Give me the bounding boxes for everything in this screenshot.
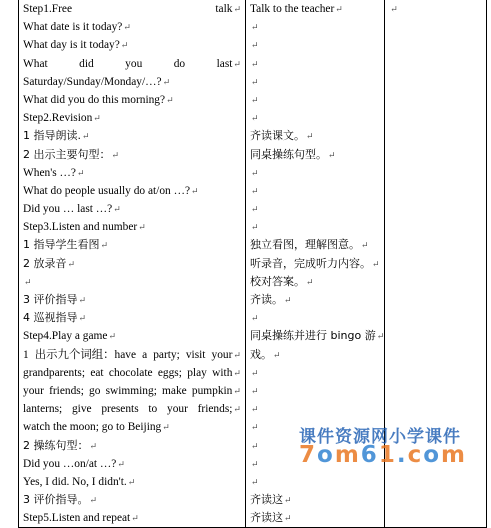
- teacher-activity-line: [23, 18, 245, 36]
- line-text: 4 巡视指导: [23, 311, 78, 325]
- teacher-activity-line: [23, 364, 245, 382]
- word: pumpkin↵: [191, 384, 241, 397]
- paragraph-mark: ↵: [251, 222, 259, 233]
- paragraph-mark: ↵: [284, 513, 292, 524]
- paragraph-mark: ↵: [251, 313, 259, 324]
- paragraph-mark: ↵: [251, 422, 259, 433]
- line-text: 1 指导朗读.: [23, 129, 81, 143]
- word: talk↵: [215, 3, 241, 15]
- student-activity-line: [250, 473, 384, 491]
- word: 1: [23, 348, 29, 361]
- paragraph-mark: ↵: [251, 385, 259, 396]
- line-text: 2 操练句型：: [23, 438, 89, 452]
- paragraph-mark: ↵: [138, 222, 146, 233]
- word: grandparents;: [23, 366, 85, 379]
- student-activity-line: [250, 200, 384, 218]
- line-text: 校对答案。: [250, 274, 305, 288]
- word: go: [89, 384, 101, 397]
- teacher-activity-line: [23, 182, 245, 200]
- student-activity-line: [250, 382, 384, 400]
- student-activity-line: [250, 364, 384, 382]
- paragraph-mark: ↵: [251, 113, 259, 124]
- line-text: When's …?: [23, 166, 76, 179]
- teacher-activity-line: [23, 382, 245, 400]
- watermark-letter: 1: [378, 442, 397, 468]
- paragraph-mark: ↵: [372, 258, 380, 269]
- teacher-activity-line: [23, 418, 245, 436]
- paragraph-mark: ↵: [251, 404, 259, 415]
- teacher-activity-line: [23, 273, 245, 291]
- line-text: 听录音，完成听力内容。: [250, 256, 371, 270]
- line-text: Step2.Revision: [23, 112, 93, 125]
- paragraph-mark: ↵: [233, 349, 241, 360]
- paragraph-mark: ↵: [251, 58, 259, 69]
- teacher-activity-line: [23, 36, 245, 54]
- word: eat: [90, 366, 104, 379]
- site-watermark-logo: [285, 420, 491, 471]
- word: visit: [185, 348, 206, 361]
- watermark-letter: 7: [299, 442, 318, 468]
- line-text: 齐读课文。: [250, 129, 305, 143]
- line-text: Step5.Listen and repeat: [23, 512, 131, 525]
- paragraph-mark: ↵: [251, 185, 259, 196]
- paragraph-mark: ↵: [306, 276, 314, 287]
- word: 出示九个词组：have: [34, 348, 137, 361]
- paragraph-mark: ↵: [361, 240, 369, 251]
- paragraph-mark: ↵: [251, 367, 259, 378]
- teacher-activity-line: [23, 400, 245, 418]
- watermark-domain-text: [299, 442, 467, 468]
- paragraph-mark: ↵: [251, 22, 259, 33]
- line-text: 3 评价指导。: [23, 493, 89, 507]
- paragraph-mark: ↵: [376, 331, 385, 342]
- teacher-activity-line: [23, 346, 245, 364]
- student-activity-line: [250, 146, 384, 164]
- teacher-activity-line: [23, 291, 245, 309]
- paragraph-mark: ↵: [251, 476, 259, 487]
- line-text: 齐读。: [250, 293, 283, 306]
- teacher-activity-line: [23, 55, 245, 73]
- student-activity-line: [250, 400, 384, 418]
- line-text: What do people usually do at/on …?: [23, 184, 191, 197]
- line-text: What did you do this morning?: [23, 93, 166, 106]
- student-activity-line: [250, 255, 384, 273]
- teacher-activity-line: [23, 437, 245, 455]
- paragraph-mark: ↵: [162, 422, 170, 433]
- teacher-activity-line: [23, 327, 245, 345]
- word: party;: [153, 348, 180, 361]
- word: Step1.Free: [23, 3, 73, 15]
- teacher-activity-line: [23, 91, 245, 109]
- word: your↵: [211, 348, 241, 361]
- student-activity-line: [250, 36, 384, 54]
- teacher-activity-line: [23, 0, 245, 18]
- paragraph-mark: ↵: [123, 22, 131, 33]
- paragraph-mark: ↵: [131, 513, 139, 524]
- word: last↵: [216, 57, 241, 70]
- paragraph-mark: ↵: [82, 131, 90, 142]
- line-text: 戏。: [250, 347, 272, 361]
- word: do: [173, 57, 186, 70]
- line-text: 齐读这: [250, 511, 283, 525]
- student-activity-line: [250, 273, 384, 291]
- student-activity-line: [250, 291, 384, 309]
- paragraph-mark: ↵: [251, 167, 259, 178]
- paragraph-mark: ↵: [251, 204, 259, 215]
- word: your: [23, 384, 44, 397]
- student-activity-line: [250, 491, 384, 509]
- paragraph-mark: ↵: [233, 385, 241, 396]
- line-text: What date is it today?: [23, 21, 123, 34]
- paragraph-mark: ↵: [273, 349, 281, 360]
- student-activity-line: [250, 309, 384, 327]
- paragraph-mark: ↵: [78, 313, 87, 324]
- paragraph-mark: ↵: [76, 167, 85, 178]
- paragraph-mark: ↵: [251, 76, 259, 87]
- line-text: 同桌操练并进行 bingo 游: [250, 329, 376, 343]
- paragraph-mark: ↵: [166, 94, 174, 105]
- teacher-activity-line: [23, 473, 245, 491]
- line-text: 2 出示主要句型：: [23, 147, 111, 161]
- watermark-letter: .: [396, 442, 408, 468]
- watermark-letter: 6: [360, 442, 379, 468]
- paragraph-mark: ↵: [127, 476, 136, 487]
- student-activity-line: [250, 55, 384, 73]
- student-activity-line: [250, 346, 384, 364]
- paragraph-mark: ↵: [191, 185, 199, 196]
- word: friends;: [49, 384, 84, 397]
- line-text: 齐读这: [250, 493, 283, 507]
- paragraph-mark: ↵: [328, 149, 336, 160]
- watermark-letter: m: [441, 442, 467, 468]
- teacher-activity-line: [23, 164, 245, 182]
- line-text: Did you …on/at …?: [23, 457, 117, 470]
- teacher-activity-lines: [23, 0, 245, 527]
- teacher-activity-line: [23, 127, 245, 145]
- student-activity-line: [250, 327, 384, 345]
- word: What: [23, 57, 48, 70]
- paragraph-mark: ↵: [117, 458, 125, 469]
- paragraph-mark: ↵: [24, 276, 32, 287]
- paragraph-mark: ↵: [251, 40, 259, 51]
- student-activity-line: [250, 18, 384, 36]
- paragraph-mark: ↵: [108, 331, 117, 342]
- word: give: [71, 403, 92, 416]
- paragraph-mark: ↵: [89, 440, 98, 451]
- word: eggs;: [157, 366, 182, 379]
- paragraph-mark: ↵: [335, 4, 343, 14]
- paragraph-mark: ↵: [233, 4, 241, 14]
- word: a: [142, 348, 148, 361]
- paragraph-mark: ↵: [306, 131, 314, 142]
- line-text: 同桌操练句型。: [250, 147, 327, 161]
- teacher-activity-cell: [19, 0, 246, 528]
- line-text: Talk to the teacher: [250, 3, 335, 15]
- notes-line: [389, 0, 486, 18]
- paragraph-mark: ↵: [120, 40, 129, 51]
- student-activity-line: [250, 236, 384, 254]
- line-text: 3 评价指导: [23, 293, 78, 306]
- student-activity-line: [250, 109, 384, 127]
- student-activity-line: [250, 91, 384, 109]
- paragraph-mark: ↵: [390, 4, 398, 14]
- paragraph-mark: ↵: [93, 113, 101, 124]
- line-text: Saturday/Sunday/Monday/…?: [23, 75, 162, 88]
- word: swimming;: [105, 384, 157, 397]
- teacher-activity-line: [23, 109, 245, 127]
- teacher-activity-line: [23, 200, 245, 218]
- watermark-letter: o: [317, 442, 335, 468]
- word: your: [167, 403, 188, 416]
- student-activity-line: [250, 509, 384, 527]
- paragraph-mark: ↵: [162, 76, 171, 87]
- paragraph-mark: ↵: [78, 295, 87, 305]
- paragraph-mark: ↵: [233, 58, 241, 69]
- paragraph-mark: ↵: [251, 458, 259, 469]
- student-activity-line: [250, 164, 384, 182]
- line-text: 独立看图，理解图意。: [250, 238, 360, 252]
- paragraph-mark: ↵: [89, 495, 98, 506]
- word: play: [187, 366, 207, 379]
- word: you: [125, 57, 143, 70]
- word: to: [148, 403, 158, 416]
- watermark-letter: m: [334, 442, 361, 468]
- student-activity-line: [250, 0, 384, 18]
- teacher-activity-line: [23, 509, 245, 527]
- watermark-chinese-text: 课件资源网小学课件: [299, 427, 461, 447]
- student-activity-line: [250, 218, 384, 236]
- paragraph-mark: ↵: [284, 495, 292, 506]
- teacher-activity-line: [23, 491, 245, 509]
- paragraph-mark: ↵: [67, 258, 76, 269]
- paragraph-mark: ↵: [284, 295, 292, 305]
- line-text: Step4.Play a game: [23, 330, 108, 343]
- line-text: Did you … last …?: [23, 203, 113, 216]
- teacher-activity-line: [23, 218, 245, 236]
- paragraph-mark: ↵: [111, 149, 120, 160]
- paragraph-mark: ↵: [233, 367, 241, 378]
- paragraph-mark: ↵: [233, 404, 241, 415]
- teacher-activity-line: [23, 146, 245, 164]
- watermark-letter: o: [423, 442, 442, 468]
- line-text: watch the moon; go to Beijing: [23, 421, 162, 434]
- word: chocolate: [108, 366, 153, 379]
- teacher-activity-line: [23, 455, 245, 473]
- teacher-activity-line: [23, 236, 245, 254]
- word: friends;↵: [197, 403, 241, 416]
- line-text: 2 放录音: [23, 256, 67, 270]
- paragraph-mark: ↵: [251, 94, 259, 105]
- line-text: 1 指导学生看图: [23, 238, 100, 252]
- word: presents: [101, 403, 139, 416]
- line-text: What day is it today?: [23, 39, 120, 52]
- watermark-letter: c: [407, 442, 424, 468]
- student-activity-line: [250, 182, 384, 200]
- line-text: Step3.Listen and number: [23, 221, 138, 234]
- word: with↵: [212, 366, 241, 379]
- paragraph-mark: ↵: [113, 204, 121, 215]
- student-activity-line: [250, 127, 384, 145]
- paragraph-mark: ↵: [100, 240, 109, 251]
- line-text: Yes, I did. No, I didn't.: [23, 475, 127, 488]
- teacher-activity-line: [23, 255, 245, 273]
- word: did: [79, 57, 94, 70]
- word: make: [162, 384, 187, 397]
- teacher-activity-line: [23, 309, 245, 327]
- student-activity-line: [250, 73, 384, 91]
- teacher-activity-line: [23, 73, 245, 91]
- paragraph-mark: ↵: [251, 440, 259, 451]
- word: lanterns;: [23, 403, 63, 416]
